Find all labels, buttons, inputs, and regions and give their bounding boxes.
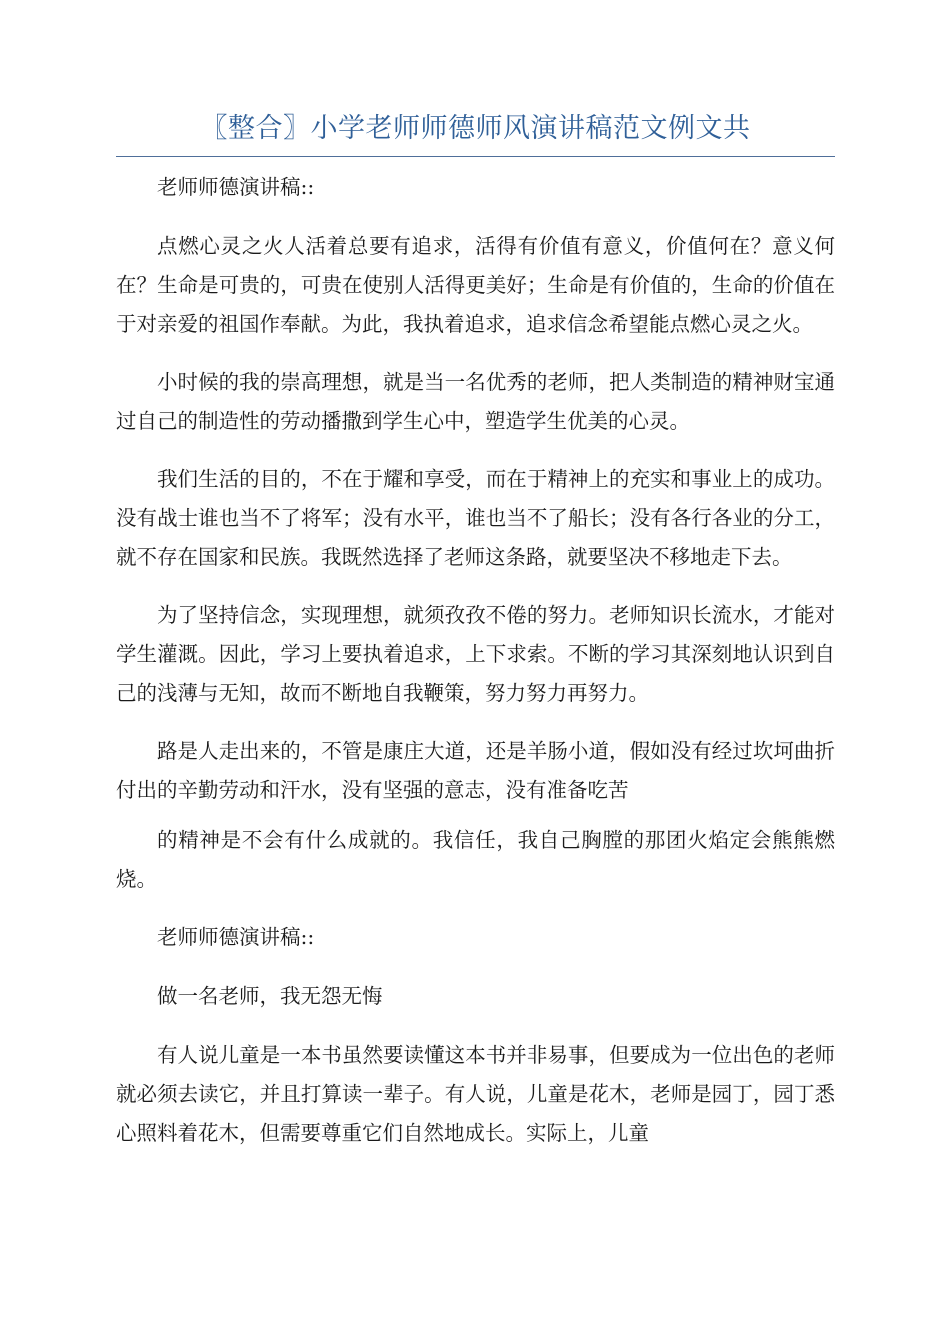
paragraph: 有人说儿童是一本书虽然要读懂这本书并非易事，但要成为一位出色的老师就必须去读它，并且打算读一辈子。有人说，儿童是花木，老师是园丁，园丁悉心照料着花木，但需要尊重它们自然地成长。实际上，儿童 <box>116 1043 835 1145</box>
paragraph: 点燃心灵之火人活着总要有追求，活得有价值有意义，价值何在？意义何在？生命是可贵的，可贵在使别人活得更美好；生命是有价值的，生命的价值在于对亲爱的祖国作奉献。为此，我执着追求，追求信念希望能点燃心灵之火。 <box>116 234 835 336</box>
document-body <box>116 168 835 1172</box>
paragraph: 为了坚持信念，实现理想，就须孜孜不倦的努力。老师知识长流水，才能对学生灌溉。因此，学习上要执着追求，上下求索。不断的学习其深刻地认识到自己的浅薄与无知，故而不断地自我鞭策，努力努力再努力。 <box>116 603 835 705</box>
paragraph: 的精神是不会有什么成就的。我信任，我自己胸膛的那团火焰定会熊熊燃烧。 <box>116 828 835 891</box>
paragraph: 路是人走出来的，不管是康庄大道，还是羊肠小道，假如没有经过坎坷曲折付出的辛勤劳动和汗水，没有坚强的意志，没有准备吃苦 <box>116 739 835 802</box>
paragraph: 小时候的我的崇高理想，就是当一名优秀的老师，把人类制造的精神财宝通过自己的制造性的劳动播撒到学生心中，塑造学生优美的心灵。 <box>116 370 835 433</box>
paragraph: 我们生活的目的，不在于耀和享受，而在于精神上的充实和事业上的成功。没有战士谁也当不了将军；没有水平，谁也当不了船长；没有各行各业的分工，就不存在国家和民族。我既然选择了老师这条路，就要坚决不移地走下去。 <box>116 467 835 569</box>
speech-subtitle: 做一名老师，我无怨无悔 <box>157 984 383 1008</box>
title-block <box>116 108 835 157</box>
document-title: 〖整合〗小学老师师德师风演讲稿范文例文共 <box>200 113 751 144</box>
speech-heading-2: 老师师德演讲稿:: <box>157 925 315 949</box>
speech-heading-1: 老师师德演讲稿:: <box>157 175 315 199</box>
